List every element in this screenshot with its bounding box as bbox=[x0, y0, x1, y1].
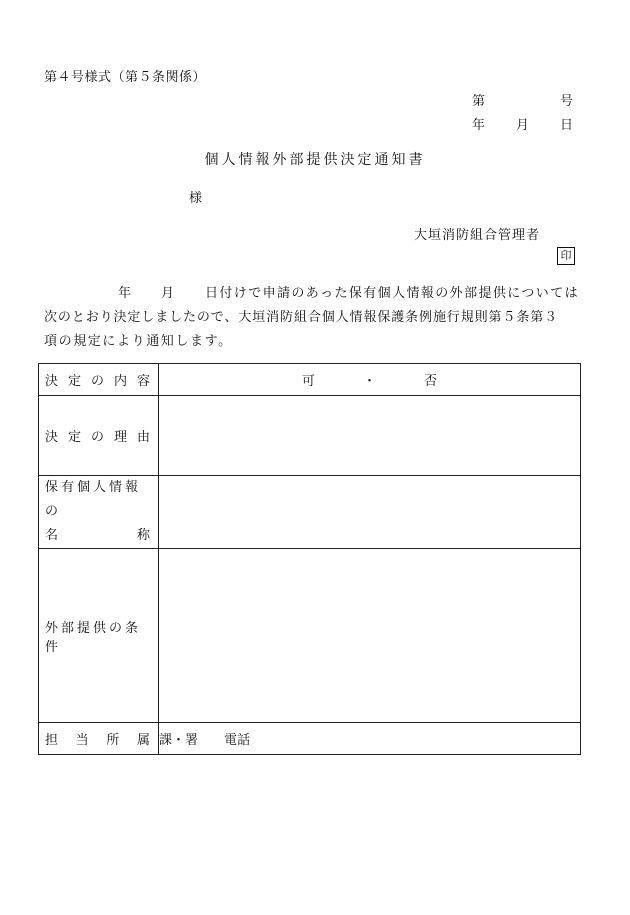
label-char: 由 bbox=[136, 430, 150, 445]
table-row-info-name bbox=[39, 476, 581, 549]
table-row-conditions bbox=[39, 549, 581, 723]
notice-table bbox=[38, 363, 581, 755]
label-char: 所 bbox=[106, 733, 120, 748]
contact-section-label: 課・署 bbox=[159, 733, 199, 748]
recipient-honorific: 様 bbox=[189, 191, 203, 206]
body-text-line-1: 日付けで申請のあった保有個人情報の外部提供については bbox=[205, 286, 580, 301]
table-row-decision-reason bbox=[39, 396, 581, 476]
info-name-field[interactable] bbox=[159, 476, 581, 549]
decision-option-separator: ・ bbox=[362, 374, 376, 389]
date-day-label: 日 bbox=[560, 118, 574, 133]
document-title: 個人情報外部提供決定通知書 bbox=[204, 152, 426, 168]
date-year-label: 年 bbox=[472, 118, 486, 133]
label-char: 内 bbox=[113, 374, 127, 389]
decision-reason-label bbox=[39, 396, 159, 476]
decision-content-label bbox=[39, 364, 159, 396]
form-number: 第４号様式（第５条関係） bbox=[44, 70, 207, 85]
label-char: 容 bbox=[136, 374, 150, 389]
seal-mark: 印 bbox=[557, 247, 575, 265]
table-row-contact bbox=[39, 723, 581, 755]
decision-option-reject[interactable]: 否 bbox=[424, 374, 438, 389]
label-char: 当 bbox=[75, 733, 89, 748]
table-row-decision-content bbox=[39, 364, 581, 396]
label-char: 定 bbox=[67, 430, 81, 445]
document-number-suffix: 号 bbox=[560, 94, 574, 109]
info-name-label-line1: 保有個人情報の bbox=[45, 480, 142, 519]
conditions-field[interactable] bbox=[159, 549, 581, 723]
label-char: 名 bbox=[45, 528, 59, 543]
contact-value[interactable] bbox=[159, 723, 581, 755]
label-char: の bbox=[90, 430, 104, 445]
contact-label bbox=[39, 723, 159, 755]
body-year-label: 年 bbox=[118, 286, 132, 301]
label-char: 担 bbox=[45, 733, 59, 748]
decision-option-approve[interactable]: 可 bbox=[301, 374, 315, 389]
conditions-label-text: 外部提供の条件 bbox=[45, 620, 142, 655]
body-text-line-3: 項の規定により通知します。 bbox=[44, 334, 233, 349]
body-month-label: 月 bbox=[161, 286, 175, 301]
body-text-line-2: 次のとおり決定しましたので、大垣消防組合個人情報保護条例施行規則第５条第３ bbox=[44, 310, 559, 325]
contact-phone-label: 電話 bbox=[224, 733, 251, 748]
issuer-name: 大垣消防組合管理者 bbox=[414, 228, 541, 243]
conditions-label bbox=[39, 549, 159, 723]
label-char: の bbox=[90, 374, 104, 389]
label-char: 決 bbox=[45, 430, 59, 445]
date-month-label: 月 bbox=[516, 118, 530, 133]
label-char: 決 bbox=[45, 374, 59, 389]
decision-content-value[interactable] bbox=[159, 364, 581, 396]
label-char: 理 bbox=[113, 430, 127, 445]
label-char: 定 bbox=[67, 374, 81, 389]
decision-reason-field[interactable] bbox=[159, 396, 581, 476]
info-name-label bbox=[39, 476, 159, 549]
label-char: 属 bbox=[136, 733, 150, 748]
document-number-label: 第 bbox=[472, 94, 486, 109]
label-char: 称 bbox=[136, 528, 150, 543]
